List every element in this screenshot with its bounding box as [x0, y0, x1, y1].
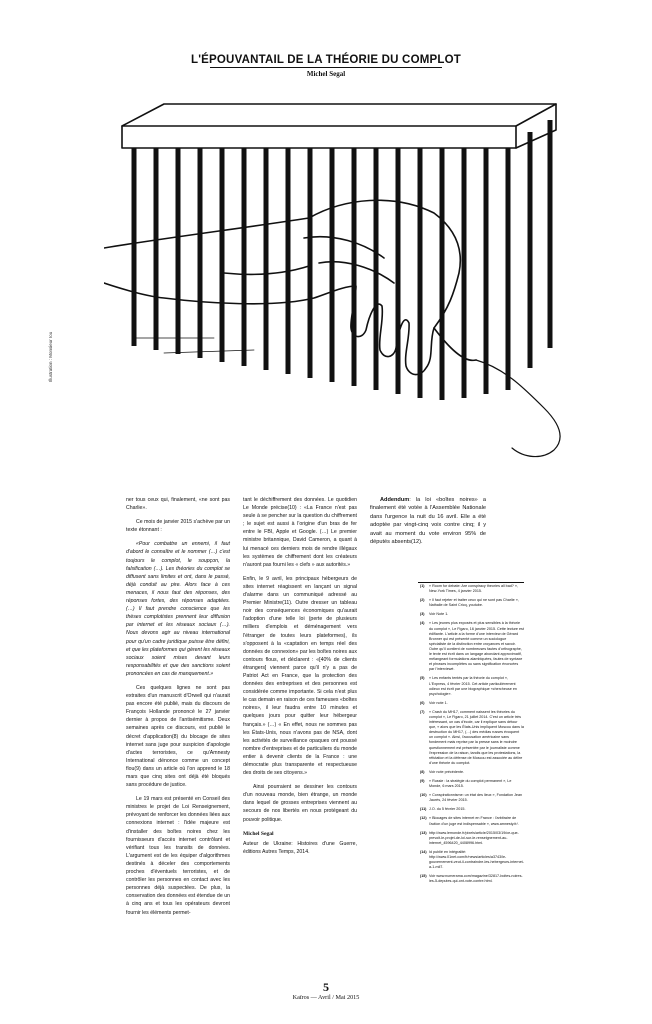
- footnote-text: « Les jeunes plus exposés et plus sensibles à la théorie du complot », Le Figaro, 16 janvier 2015. Cette lecture est édifiante. L'article a la forme d'une interview de Gérard Bronner qui est présenté comme un sociologue spécialiste de la distinction entre croyances et savoir. Outre qu'il contient de nombreuses fautes d'orthographe, le texte est écrit dans un langage abondant approximatif, mélangeant formulations alambiquées, fautes de syntaxe et phrases incomplètes ou sans signification énoncées par l'interviewé.: [429, 621, 524, 672]
- footnote-number: (9): [420, 779, 425, 783]
- footnote: [420, 676, 524, 696]
- footnote-text: « Il faut rejeter et traiter ceux qui ne sont pas Charlie », Nathalie de Saint Cricq, youtube.: [429, 598, 519, 608]
- footnote: [420, 598, 524, 608]
- footnote-text: « Room for debate: Are conspiracy theories all bad? », New-York Times, 4 janvier 2015.: [429, 584, 518, 594]
- footnote-number: (6): [420, 700, 425, 705]
- paragraph: tant le déchiffrement des données. Le quotidien Le Monde précise(10) : «La France n'est pas seule à se pencher sur la question du chiffrement ; le sujet est aussi à l'origine d'un bras de fer entre le FBI, Apple et Google. (…) Le premier ministre britannique, David Cameron, a quant à lui menacé ces derniers mois de rendre illégaux les systèmes de chiffrement dont les créateurs n'auront pas fourni les « clefs » aux autorités.»: [243, 497, 357, 568]
- footnotes: [420, 584, 524, 889]
- caged-hand-illustration: [104, 98, 572, 478]
- text-column-2: [243, 496, 357, 862]
- footnote-text: http://www.lemonde.fr/pixels/article/2015/03/19/ce-que-prevoit-le-projet-de-loi-sur-le-renseignement-au-internet_4596420_4408996.html.: [429, 830, 519, 845]
- footnote: [420, 612, 524, 617]
- paragraph: ner tous ceux qui, finalement, «ne sont pas Charlie».: [126, 497, 230, 512]
- signature: Michel Segal: [243, 830, 274, 837]
- footnote: [420, 874, 524, 884]
- article-author: Michel Segal: [306, 70, 346, 78]
- paragraph: Enfin, le 9 avril, les principaux hébergeurs de sites internet réagissent en lançant un signal d'alarme dans un communiqué adressé au Premier Ministre(11). Outre dresser un tableau noir des conséquences économiques qu'aurait l'adoption d'une telle loi (perte de plusieurs milliers d'emplois et déménagement vers l'étranger de toutes leurs plateformes), ils s'opposent à la «captation en temps réel des données de connexion» par les boîtes noires aux contours flous, et déclarent : «[40% de clients étrangers] viennent parce qu'il n'y a pas de Patriot Act en France, que la protection des données des entreprises et des personnes est considérée comme importante. Si cela n'est plus le cas demain en raison de ces fameuses «boîtes noires», il leur faudra entre 10 minutes et quelques jours pour quitter leur hébergeur français.» (…) « En effet, nous ne sommes pas les États-Unis, nous n'avons pas de NSA, dont les activités de surveillance opaques ont poussé nombre d'entreprises et de particuliers du monde entier à devenir clients de la France : une démocratie plus transparente et respectueuse des droits de ses citoyens.»: [243, 575, 357, 777]
- footnote: [420, 710, 524, 766]
- quote-paragraph: «Pour combattre un ennemi, il faut d'abord le connaître et le nommer (…) c'est toujours le complot, le soupçon, la falsification (…). Les théories du complot se diffusent sans limites et ont, dans le passé, déjà conduit au pire. Alors face à ces menaces, il nous faut des réponses, des réponses fortes, des réponses adaptées. (…) Il faut prendre conscience que les thèses complotistes prennent leur diffusion par internet et les réseaux sociaux (…). Nous devons agir au niveau international pour qu'un cadre juridique puisse être défini, et que les plateformes qui gèrent les réseaux sociaux soient mises devant leurs responsabilités et que des sanctions soient prononcées en cas de manquement.»: [126, 541, 230, 677]
- addendum: [370, 496, 486, 546]
- footnote: [420, 793, 524, 803]
- paragraph: Ces quelques lignes ne sont pas extraites d'un manuscrit d'Orwell qui n'aurait pas encore été publié, mais du discours de François Hollande prononcé le 27 janvier dernier à propos de l'antisémitisme. Deux semaines après ce discours, est publié le décret d'application(8) du blocage de sites internet sans juge pour suspicion d'apologie d'actes terroristes, ce qu'Amnesty International dénonce comme un concept flou(9) dans un article où l'on apprend le 18 mars que cinq sites ont déjà été bloqués sans procédure de justice.: [126, 684, 230, 789]
- footnote-text: Voir Note 1.: [429, 612, 449, 617]
- footnote-number: (7): [420, 709, 425, 714]
- text-column-3: [370, 496, 486, 552]
- page-number: 5: [323, 980, 329, 994]
- footnote-text: Voir note 1.: [429, 700, 448, 705]
- paragraph: Ce mois de janvier 2015 s'achève par un texte étonnant :: [126, 519, 230, 534]
- footnote: [420, 584, 524, 594]
- footnote-text: Voir www.numerama.com/magazine/32817-boites-noires-les-5-deputes-qui-ont-vote-contre.html.: [429, 874, 523, 884]
- footnote-text: « Conspirationnisme: un état des lieux », Fondation Jean Jaurès, 24 février 2015.: [429, 793, 523, 803]
- paragraph: Ainsi pourraient se dessiner les contours d'un nouveau monde, bien étrange, un monde dans lequel de grosses entreprises viennent au secours de nos libertés en nous protégeant du pouvoir politique.: [243, 784, 357, 823]
- addendum-text: : la loi «boîtes noires» a finalement été votée à l'Assemblée Nationale dans l'urgence la nuit du 16 avril. Elle a été adoptée par vingt-cinq voix contre cinq; il y avait au moment du vote environ 95% de députés absents(12).: [370, 497, 486, 546]
- footnote: [420, 770, 524, 775]
- text-column-1: [126, 496, 230, 923]
- notes-rule: [418, 582, 524, 583]
- footnote: [420, 850, 524, 870]
- footnote-number: (5): [420, 676, 425, 681]
- footnote-text: Voir note précédente.: [429, 769, 465, 774]
- title-rule: [210, 67, 442, 68]
- footnote: [420, 807, 524, 812]
- footnote: [420, 779, 524, 789]
- footnote-text: « Blocages de sites internet en France : l'arbitraire de l'action d'un juge est indispensable », www.amnesty.fr/.: [429, 816, 519, 826]
- illustration-credit: Illustration : Monsieur Iou: [48, 331, 53, 382]
- paragraph: Le 19 mars est présenté en Conseil des ministres le projet de Loi Renseignement, prévoyant de renforcer les données liées aux connexions internet : l'idée majeure est d'installer des boîtes noires chez les fournisseurs d'accès internet contrôlant et vérifiant tous les transits de données. L'argument est de les équiper d'algorithmes destinés à déceler des comportements proches d'éventuels terroristes, et de contrôler les personnes en contact avec les personnes déjà suspectées. De plus, la conservation des données est étendue de un à cinq ans et tous les opérateurs devront fournir les éléments permet-: [126, 796, 230, 916]
- footnote-number: (2): [420, 598, 425, 603]
- footnote: [420, 701, 524, 706]
- footnote-number: (8): [420, 769, 425, 774]
- footer-line: Kaïros — Avril / Mai 2015: [292, 994, 360, 1001]
- footnote: [420, 831, 524, 846]
- footnote-text: Id publié en intégralité: http://www.01net.com/fr/news/articles/a3743/le-gouvernement-veut-il-contraindre-les-hebergeurs-internet-a-1-mil7.: [429, 849, 524, 870]
- article-title: L'ÉPOUVANTAIL DE LA THÉORIE DU COMPLOT: [191, 54, 461, 66]
- footnote-number: (11): [420, 807, 427, 812]
- footnote: [420, 621, 524, 672]
- footnote-number: (13): [420, 830, 427, 835]
- footnote-text: « Les enfants tentés par la théorie du complot », L'Express, 4 février 2015. Cet article particulièrement odieux est écrit par une biographique «chercheuse en psychologie».: [429, 676, 517, 696]
- footnote-number: (3): [420, 612, 425, 617]
- addendum-label: Addendum: [380, 497, 410, 503]
- footnote-text: « Crash du MH17, comment naissent les théories du complot », Le Figaro, 21 juillet 2014. C'est un article très intéressant, un cas d'école, car il explique sans détour que, « alors que les États-Unis impliquent Moscou dans la destruction du MH17, (…) des médias russes évoquent un complot ». Ainsi, l'accusation américaine sans fondement mais reprise par la presse sans le moindre questionnement est présentée par le journaliste comme l'expression de la raison, tandis que les protestations, la réfutation et la défense de Moscou est associée au délire d'une théorie du complot.: [429, 709, 524, 765]
- footnote-number: (10): [420, 793, 427, 798]
- footnote: [420, 816, 524, 826]
- footnote-number: (14): [420, 849, 427, 854]
- footnote-number: (4): [420, 621, 425, 626]
- footnote-text: « Russie : la stratégie du complot permanent », Le Monde, 6 mars 2015.: [429, 779, 512, 789]
- author-bio: Auteur de Ukraine: Histoires d'une Guerre, éditions Autres Temps, 2014.: [243, 840, 357, 855]
- footnote-number: (12): [420, 816, 427, 821]
- footnote-number: (1): [420, 584, 425, 588]
- footnote-number: (15): [420, 874, 427, 879]
- footnote-text: J.O. du 5 février 2015.: [429, 807, 466, 812]
